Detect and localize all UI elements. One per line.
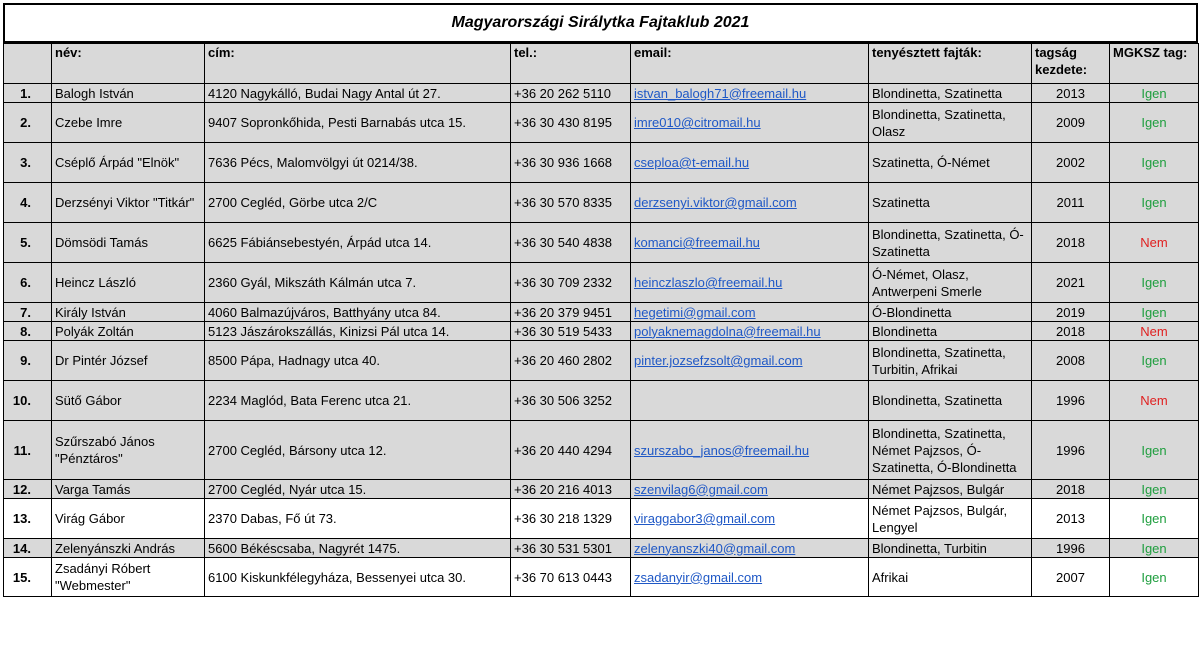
member-mgksz-status-cell: Igen [1110, 143, 1199, 183]
member-since-cell: 2007 [1032, 558, 1110, 597]
table-row [4, 183, 1199, 223]
table-row [4, 480, 1199, 499]
email-link[interactable]: zelenyanszki40@gmail.com [634, 540, 796, 556]
col-header-breeds: tenyésztett fajták: [869, 44, 1032, 84]
row-number-cell: 12. [4, 480, 52, 499]
member-email-cell [631, 303, 869, 322]
email-link[interactable]: heinczlaszlo@freemail.hu [634, 275, 783, 290]
member-since-cell: 1996 [1032, 381, 1110, 421]
member-email-cell [631, 322, 869, 341]
member-since-cell: 2018 [1032, 480, 1110, 499]
member-name-cell: Dömsödi Tamás [52, 223, 205, 263]
member-phone-cell: +36 30 430 8195 [511, 103, 631, 143]
member-phone-cell: +36 30 519 5433 [511, 322, 631, 341]
table-row [4, 499, 1199, 539]
member-since-cell: 2018 [1032, 223, 1110, 263]
member-email-cell [631, 223, 869, 263]
member-mgksz-status-cell: Igen [1110, 103, 1199, 143]
email-link[interactable]: polyaknemagdolna@freemail.hu [634, 323, 821, 339]
member-name-cell: Heincz László [52, 263, 205, 303]
member-email-cell [631, 558, 869, 597]
member-email-cell [631, 103, 869, 143]
member-address-cell: 4060 Balmazújváros, Batthyány utca 84. [205, 303, 511, 322]
member-name-cell: Szűrszabó János "Pénztáros" [52, 421, 205, 480]
member-since-cell: 1996 [1032, 421, 1110, 480]
member-phone-cell: +36 30 540 4838 [511, 223, 631, 263]
member-mgksz-status-cell: Igen [1110, 480, 1199, 499]
member-mgksz-status-cell: Igen [1110, 558, 1199, 597]
email-link[interactable]: komanci@freemail.hu [634, 235, 760, 250]
member-mgksz-status-cell: Igen [1110, 84, 1199, 103]
member-name-cell: Cséplő Árpád "Elnök" [52, 143, 205, 183]
member-address-cell: 2370 Dabas, Fő út 73. [205, 499, 511, 539]
email-link[interactable]: istvan_balogh71@freemail.hu [634, 85, 807, 101]
member-phone-cell: +36 20 440 4294 [511, 421, 631, 480]
row-number-cell: 5. [4, 223, 52, 263]
member-since-cell: 2013 [1032, 499, 1110, 539]
row-number-cell: 2. [4, 103, 52, 143]
member-email-cell [631, 480, 869, 499]
table-row [4, 381, 1199, 421]
member-since-cell: 2011 [1032, 183, 1110, 223]
member-address-cell: 6625 Fábiánsebestyén, Árpád utca 14. [205, 223, 511, 263]
member-email-cell [631, 381, 869, 421]
member-name-cell: Polyák Zoltán [52, 322, 205, 341]
member-breeds-cell: Blondinetta, Szatinetta [869, 84, 1032, 103]
header-row [4, 44, 1199, 84]
member-since-cell: 2009 [1032, 103, 1110, 143]
member-phone-cell: +36 30 570 8335 [511, 183, 631, 223]
member-address-cell: 2360 Gyál, Mikszáth Kálmán utca 7. [205, 263, 511, 303]
member-address-cell: 8500 Pápa, Hadnagy utca 40. [205, 341, 511, 381]
member-name-cell: Zelenyánszki András [52, 539, 205, 558]
member-mgksz-status-cell: Nem [1110, 322, 1199, 341]
col-header-address: cím: [205, 44, 511, 84]
member-mgksz-status-cell: Igen [1110, 341, 1199, 381]
member-address-cell: 4120 Nagykálló, Budai Nagy Antal út 27. [205, 84, 511, 103]
member-mgksz-status-cell: Igen [1110, 303, 1199, 322]
member-mgksz-status-cell: Igen [1110, 183, 1199, 223]
member-phone-cell: +36 30 218 1329 [511, 499, 631, 539]
member-breeds-cell: Blondinetta, Szatinetta, Olasz [869, 103, 1032, 143]
table-row [4, 341, 1199, 381]
email-link[interactable]: szurszabo_janos@freemail.hu [634, 442, 810, 458]
row-number-cell: 8. [4, 322, 52, 341]
member-breeds-cell: Blondinetta, Szatinetta, Német Pajzsos, Ó-Szatinetta, Ó-Blondinetta [869, 421, 1032, 480]
col-header-mgksz: MGKSZ tag: [1110, 44, 1199, 84]
member-breeds-cell: Afrikai [869, 558, 1032, 597]
table-row [4, 103, 1199, 143]
col-header-name: név: [52, 44, 205, 84]
member-email-cell [631, 539, 869, 558]
row-number-cell: 1. [4, 84, 52, 103]
member-mgksz-status-cell: Nem [1110, 223, 1199, 263]
email-link[interactable]: derzsenyi.viktor@gmail.com [634, 195, 797, 210]
title-text: Magyarországi Sirálytka Fajtaklub 2021 [451, 14, 750, 31]
email-link[interactable]: imre010@citromail.hu [634, 115, 761, 130]
member-breeds-cell: Szatinetta, Ó-Német [869, 143, 1032, 183]
member-breeds-cell: Blondinetta, Szatinetta [869, 381, 1032, 421]
email-link[interactable]: hegetimi@gmail.com [634, 304, 756, 320]
row-number-cell: 7. [4, 303, 52, 322]
member-name-cell: Varga Tamás [52, 480, 205, 499]
member-since-cell: 2002 [1032, 143, 1110, 183]
table-title [3, 3, 1198, 43]
member-email-cell [631, 183, 869, 223]
member-email-cell [631, 499, 869, 539]
member-email-cell [631, 263, 869, 303]
table-row [4, 223, 1199, 263]
email-link[interactable]: szenvilag6@gmail.com [634, 481, 768, 497]
row-number-cell: 6. [4, 263, 52, 303]
members-table [3, 43, 1199, 597]
col-header-num [4, 44, 52, 84]
member-email-cell [631, 421, 869, 480]
member-name-cell: Király István [52, 303, 205, 322]
member-phone-cell: +36 30 709 2332 [511, 263, 631, 303]
member-breeds-cell: Blondinetta, Turbitin [869, 539, 1032, 558]
email-link[interactable]: viraggabor3@gmail.com [634, 511, 776, 526]
member-address-cell: 2700 Cegléd, Görbe utca 2/C [205, 183, 511, 223]
member-since-cell: 2021 [1032, 263, 1110, 303]
member-since-cell: 2018 [1032, 322, 1110, 341]
row-number-cell: 9. [4, 341, 52, 381]
member-since-cell: 2008 [1032, 341, 1110, 381]
member-name-cell: Virág Gábor [52, 499, 205, 539]
member-mgksz-status-cell: Nem [1110, 381, 1199, 421]
member-breeds-cell: Blondinetta [869, 322, 1032, 341]
table-row [4, 143, 1199, 183]
email-link[interactable]: pinter.jozsefzsolt@gmail.com [634, 353, 803, 368]
member-name-cell: Sütő Gábor [52, 381, 205, 421]
table-row [4, 322, 1199, 341]
member-phone-cell: +36 20 262 5110 [511, 84, 631, 103]
col-header-phone: tel.: [511, 44, 631, 84]
email-link[interactable]: cseploa@t-email.hu [634, 155, 750, 170]
member-phone-cell: +36 30 936 1668 [511, 143, 631, 183]
member-name-cell: Dr Pintér József [52, 341, 205, 381]
col-header-since: tagság kezdete: [1032, 44, 1110, 84]
email-link[interactable]: zsadanyir@gmail.com [634, 569, 763, 585]
member-breeds-cell: Ó-Német, Olasz, Antwerpeni Smerle [869, 263, 1032, 303]
member-breeds-cell: Német Pajzsos, Bulgár, Lengyel [869, 499, 1032, 539]
member-breeds-cell: Német Pajzsos, Bulgár [869, 480, 1032, 499]
member-address-cell: 2234 Maglód, Bata Ferenc utca 21. [205, 381, 511, 421]
table-row [4, 263, 1199, 303]
member-since-cell: 2013 [1032, 84, 1110, 103]
member-breeds-cell: Szatinetta [869, 183, 1032, 223]
member-name-cell: Balogh István [52, 84, 205, 103]
member-mgksz-status-cell: Igen [1110, 263, 1199, 303]
member-name-cell: Derzsényi Viktor "Titkár" [52, 183, 205, 223]
table-row [4, 84, 1199, 103]
member-address-cell: 5600 Békéscsaba, Nagyrét 1475. [205, 539, 511, 558]
row-number-cell: 4. [4, 183, 52, 223]
row-number-cell: 10. [4, 381, 52, 421]
row-number-cell: 15. [4, 558, 52, 597]
member-phone-cell: +36 20 216 4013 [511, 480, 631, 499]
member-email-cell [631, 341, 869, 381]
member-phone-cell: +36 70 613 0443 [511, 558, 631, 597]
member-address-cell: 9407 Sopronkőhida, Pesti Barnabás utca 15. [205, 103, 511, 143]
member-breeds-cell: Blondinetta, Szatinetta, Turbitin, Afrikai [869, 341, 1032, 381]
row-number-cell: 13. [4, 499, 52, 539]
member-name-cell: Czebe Imre [52, 103, 205, 143]
row-number-cell: 3. [4, 143, 52, 183]
table-row [4, 303, 1199, 322]
col-header-email: email: [631, 44, 869, 84]
member-address-cell: 7636 Pécs, Malomvölgyi út 0214/38. [205, 143, 511, 183]
member-email-cell [631, 84, 869, 103]
row-number-cell: 14. [4, 539, 52, 558]
member-breeds-cell: Blondinetta, Szatinetta, Ó-Szatinetta [869, 223, 1032, 263]
member-address-cell: 6100 Kiskunkfélegyháza, Bessenyei utca 30. [205, 558, 511, 597]
member-mgksz-status-cell: Igen [1110, 499, 1199, 539]
member-since-cell: 1996 [1032, 539, 1110, 558]
member-breeds-cell: Ó-Blondinetta [869, 303, 1032, 322]
member-phone-cell: +36 30 531 5301 [511, 539, 631, 558]
member-address-cell: 2700 Cegléd, Nyár utca 15. [205, 480, 511, 499]
table-row [4, 539, 1199, 558]
table-row [4, 421, 1199, 480]
member-address-cell: 2700 Cegléd, Bársony utca 12. [205, 421, 511, 480]
member-phone-cell: +36 30 506 3252 [511, 381, 631, 421]
member-phone-cell: +36 20 460 2802 [511, 341, 631, 381]
member-mgksz-status-cell: Igen [1110, 421, 1199, 480]
member-name-cell: Zsadányi Róbert "Webmester" [52, 558, 205, 597]
member-email-cell [631, 143, 869, 183]
table-row [4, 558, 1199, 597]
row-number-cell: 11. [4, 421, 52, 480]
member-since-cell: 2019 [1032, 303, 1110, 322]
member-mgksz-status-cell: Igen [1110, 539, 1199, 558]
member-address-cell: 5123 Jászárokszállás, Kinizsi Pál utca 14. [205, 322, 511, 341]
member-phone-cell: +36 20 379 9451 [511, 303, 631, 322]
